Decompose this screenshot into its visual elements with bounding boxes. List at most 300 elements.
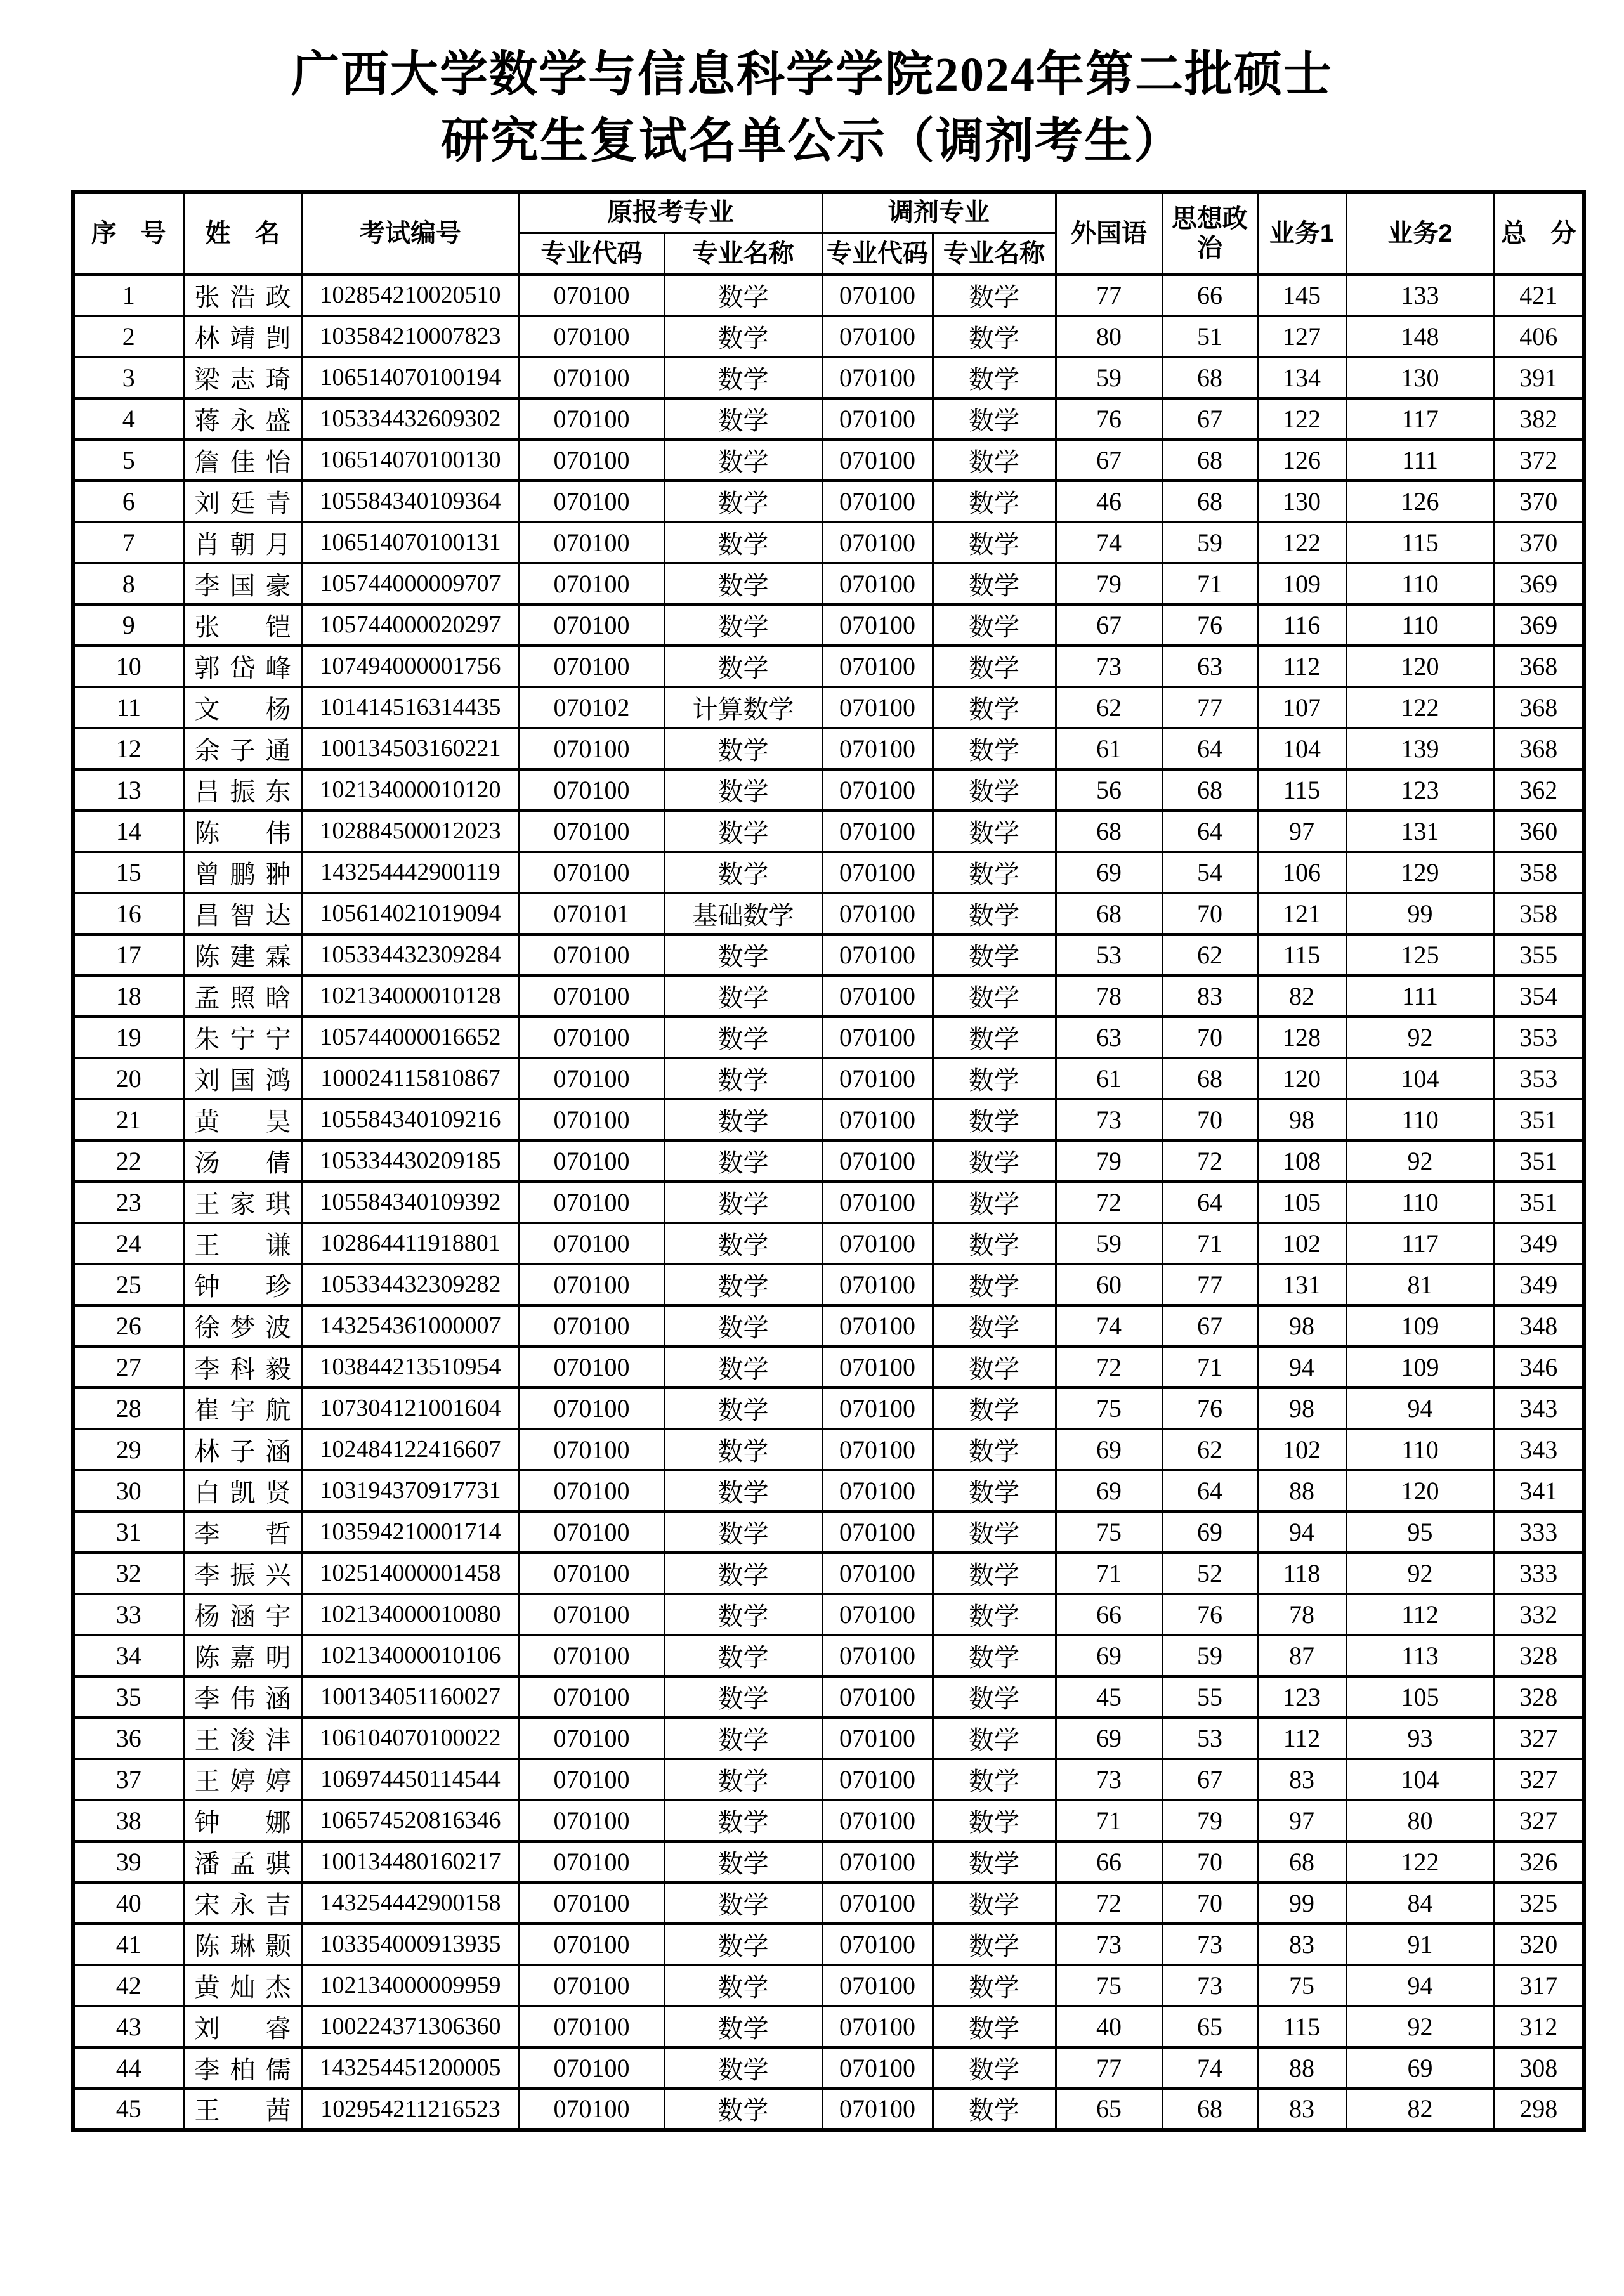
cell-foreign: 65	[1056, 2089, 1162, 2130]
header-exam-no: 考试编号	[302, 192, 519, 275]
cell-biz1: 94	[1257, 1511, 1346, 1553]
cell-foreign: 67	[1056, 440, 1162, 481]
cell-politics: 68	[1162, 769, 1257, 811]
cell-adj_major: 数学	[933, 893, 1056, 934]
cell-orig_code: 070100	[519, 316, 664, 357]
cell-politics: 71	[1162, 563, 1257, 604]
header-adjusted-major-name: 专业名称	[933, 233, 1056, 275]
table-row	[73, 1965, 1584, 2006]
cell-no: 25	[73, 1264, 183, 1305]
cell-no: 3	[73, 357, 183, 398]
cell-total: 351	[1494, 1099, 1584, 1140]
cell-total: 328	[1494, 1635, 1584, 1676]
cell-adj_major: 数学	[933, 1470, 1056, 1511]
cell-biz2: 122	[1346, 687, 1494, 728]
cell-politics: 64	[1162, 1470, 1257, 1511]
cell-biz2: 92	[1346, 2006, 1494, 2047]
cell-exam_no: 143254451200005	[302, 2047, 519, 2089]
cell-total: 349	[1494, 1223, 1584, 1264]
table-row	[73, 1594, 1584, 1635]
cell-foreign: 53	[1056, 934, 1162, 975]
cell-orig_code: 070100	[519, 1470, 664, 1511]
cell-foreign: 72	[1056, 1882, 1162, 1924]
cell-biz1: 109	[1257, 563, 1346, 604]
cell-politics: 67	[1162, 1305, 1257, 1347]
cell-orig_code: 070100	[519, 1140, 664, 1182]
cell-orig_major: 数学	[664, 1676, 822, 1718]
cell-adj_code: 070100	[822, 1882, 933, 1924]
cell-biz1: 83	[1257, 2089, 1346, 2130]
cell-orig_major: 数学	[664, 1759, 822, 1800]
cell-foreign: 77	[1056, 275, 1162, 316]
cell-name: 李柏儒	[183, 2047, 302, 2089]
cell-adj_code: 070100	[822, 1470, 933, 1511]
cell-orig_major: 数学	[664, 1635, 822, 1676]
cell-adj_code: 070100	[822, 1058, 933, 1099]
cell-orig_major: 数学	[664, 1347, 822, 1388]
cell-adj_code: 070100	[822, 1429, 933, 1470]
cell-no: 39	[73, 1841, 183, 1882]
cell-no: 35	[73, 1676, 183, 1718]
cell-orig_major: 数学	[664, 1017, 822, 1058]
cell-biz1: 83	[1257, 1924, 1346, 1965]
cell-adj_code: 070100	[822, 1388, 933, 1429]
cell-politics: 53	[1162, 1718, 1257, 1759]
header-politics: 思想政治	[1162, 192, 1257, 275]
table-row	[73, 1182, 1584, 1223]
cell-total: 333	[1494, 1553, 1584, 1594]
cell-orig_major: 数学	[664, 2047, 822, 2089]
cell-foreign: 71	[1056, 1553, 1162, 1594]
cell-name: 孟照晗	[183, 975, 302, 1017]
cell-orig_major: 数学	[664, 934, 822, 975]
cell-biz1: 94	[1257, 1347, 1346, 1388]
header-original-major-group: 原报考专业	[519, 192, 822, 233]
table-row	[73, 646, 1584, 687]
cell-orig_major: 数学	[664, 728, 822, 769]
cell-biz2: 129	[1346, 852, 1494, 893]
cell-name: 王茜	[183, 2089, 302, 2130]
cell-exam_no: 102884500012023	[302, 811, 519, 852]
cell-name: 陈琳颢	[183, 1924, 302, 1965]
cell-exam_no: 143254361000007	[302, 1305, 519, 1347]
cell-orig_major: 数学	[664, 852, 822, 893]
cell-politics: 51	[1162, 316, 1257, 357]
cell-orig_major: 数学	[664, 1058, 822, 1099]
cell-biz2: 93	[1346, 1718, 1494, 1759]
cell-foreign: 46	[1056, 481, 1162, 522]
cell-adj_code: 070100	[822, 1305, 933, 1347]
cell-total: 370	[1494, 522, 1584, 563]
cell-politics: 68	[1162, 357, 1257, 398]
cell-orig_major: 数学	[664, 275, 822, 316]
cell-total: 332	[1494, 1594, 1584, 1635]
cell-foreign: 79	[1056, 563, 1162, 604]
cell-no: 28	[73, 1388, 183, 1429]
table-row	[73, 1800, 1584, 1841]
header-foreign-language: 外国语	[1056, 192, 1162, 275]
cell-exam_no: 103594210001714	[302, 1511, 519, 1553]
cell-adj_code: 070100	[822, 275, 933, 316]
cell-no: 44	[73, 2047, 183, 2089]
cell-adj_major: 数学	[933, 1511, 1056, 1553]
cell-adj_major: 数学	[933, 1388, 1056, 1429]
cell-adj_code: 070100	[822, 1759, 933, 1800]
cell-exam_no: 102134000010120	[302, 769, 519, 811]
cell-politics: 67	[1162, 1759, 1257, 1800]
cell-exam_no: 106974450114544	[302, 1759, 519, 1800]
cell-exam_no: 100134480160217	[302, 1841, 519, 1882]
cell-orig_major: 数学	[664, 1223, 822, 1264]
table-row	[73, 1759, 1584, 1800]
cell-adj_code: 070100	[822, 357, 933, 398]
cell-total: 369	[1494, 604, 1584, 646]
cell-politics: 67	[1162, 398, 1257, 440]
cell-biz2: 120	[1346, 1470, 1494, 1511]
header-original-major-code: 专业代码	[519, 233, 664, 275]
cell-adj_major: 数学	[933, 728, 1056, 769]
table-row	[73, 522, 1584, 563]
cell-no: 26	[73, 1305, 183, 1347]
cell-biz2: 130	[1346, 357, 1494, 398]
cell-orig_code: 070100	[519, 1718, 664, 1759]
cell-orig_major: 数学	[664, 1099, 822, 1140]
cell-name: 白凯贤	[183, 1470, 302, 1511]
table-row	[73, 316, 1584, 357]
cell-orig_code: 070100	[519, 522, 664, 563]
cell-biz1: 102	[1257, 1223, 1346, 1264]
cell-total: 382	[1494, 398, 1584, 440]
table-row	[73, 1017, 1584, 1058]
cell-adj_major: 数学	[933, 1305, 1056, 1347]
cell-name: 汤倩	[183, 1140, 302, 1182]
cell-adj_major: 数学	[933, 1017, 1056, 1058]
cell-biz1: 115	[1257, 934, 1346, 975]
cell-no: 22	[73, 1140, 183, 1182]
cell-orig_major: 数学	[664, 1305, 822, 1347]
cell-adj_major: 数学	[933, 2006, 1056, 2047]
cell-total: 327	[1494, 1759, 1584, 1800]
cell-name: 詹佳怡	[183, 440, 302, 481]
table-row	[73, 1553, 1584, 1594]
cell-name: 张铠	[183, 604, 302, 646]
cell-adj_major: 数学	[933, 1759, 1056, 1800]
cell-name: 刘睿	[183, 2006, 302, 2047]
cell-total: 358	[1494, 893, 1584, 934]
cell-name: 肖朝月	[183, 522, 302, 563]
cell-exam_no: 102954211216523	[302, 2089, 519, 2130]
cell-politics: 64	[1162, 1182, 1257, 1223]
cell-exam_no: 103584210007823	[302, 316, 519, 357]
cell-no: 6	[73, 481, 183, 522]
cell-total: 351	[1494, 1140, 1584, 1182]
cell-orig_major: 数学	[664, 1965, 822, 2006]
cell-biz1: 116	[1257, 604, 1346, 646]
cell-exam_no: 101414516314435	[302, 687, 519, 728]
cell-biz2: 122	[1346, 1841, 1494, 1882]
cell-orig_major: 数学	[664, 1429, 822, 1470]
cell-politics: 59	[1162, 1635, 1257, 1676]
cell-foreign: 75	[1056, 1388, 1162, 1429]
cell-adj_major: 数学	[933, 1182, 1056, 1223]
cell-biz1: 102	[1257, 1429, 1346, 1470]
cell-foreign: 69	[1056, 1470, 1162, 1511]
cell-foreign: 68	[1056, 893, 1162, 934]
cell-no: 42	[73, 1965, 183, 2006]
cell-biz1: 83	[1257, 1759, 1346, 1800]
cell-biz1: 127	[1257, 316, 1346, 357]
cell-foreign: 73	[1056, 1924, 1162, 1965]
cell-politics: 77	[1162, 687, 1257, 728]
cell-foreign: 69	[1056, 1635, 1162, 1676]
cell-exam_no: 105614021019094	[302, 893, 519, 934]
cell-biz2: 94	[1346, 1965, 1494, 2006]
table-row	[73, 398, 1584, 440]
cell-foreign: 68	[1056, 811, 1162, 852]
cell-exam_no: 105584340109364	[302, 481, 519, 522]
cell-orig_code: 070100	[519, 1058, 664, 1099]
cell-total: 353	[1494, 1058, 1584, 1099]
cell-biz1: 105	[1257, 1182, 1346, 1223]
cell-biz1: 88	[1257, 1470, 1346, 1511]
cell-total: 308	[1494, 2047, 1584, 2089]
cell-adj_code: 070100	[822, 687, 933, 728]
cell-exam_no: 105744000016652	[302, 1017, 519, 1058]
table-row	[73, 893, 1584, 934]
cell-biz2: 91	[1346, 1924, 1494, 1965]
cell-orig_code: 070100	[519, 2047, 664, 2089]
cell-adj_major: 数学	[933, 275, 1056, 316]
cell-biz2: 120	[1346, 646, 1494, 687]
cell-politics: 73	[1162, 1965, 1257, 2006]
cell-name: 徐梦波	[183, 1305, 302, 1347]
cell-orig_code: 070100	[519, 1882, 664, 1924]
table-row	[73, 934, 1584, 975]
cell-biz2: 110	[1346, 563, 1494, 604]
table-row	[73, 1635, 1584, 1676]
cell-orig_code: 070100	[519, 1924, 664, 1965]
cell-orig_code: 070100	[519, 481, 664, 522]
cell-biz1: 122	[1257, 522, 1346, 563]
table-row	[73, 1058, 1584, 1099]
cell-politics: 83	[1162, 975, 1257, 1017]
cell-adj_code: 070100	[822, 1017, 933, 1058]
cell-name: 李哲	[183, 1511, 302, 1553]
cell-name: 王浚沣	[183, 1718, 302, 1759]
cell-orig_major: 数学	[664, 522, 822, 563]
cell-exam_no: 103194370917731	[302, 1470, 519, 1511]
cell-adj_code: 070100	[822, 1264, 933, 1305]
cell-no: 37	[73, 1759, 183, 1800]
cell-exam_no: 106104070100022	[302, 1718, 519, 1759]
cell-biz2: 104	[1346, 1759, 1494, 1800]
cell-biz1: 107	[1257, 687, 1346, 728]
cell-biz2: 109	[1346, 1305, 1494, 1347]
cell-foreign: 80	[1056, 316, 1162, 357]
cell-biz2: 92	[1346, 1553, 1494, 1594]
cell-exam_no: 102484122416607	[302, 1429, 519, 1470]
cell-biz2: 110	[1346, 1182, 1494, 1223]
cell-orig_major: 数学	[664, 1841, 822, 1882]
cell-orig_major: 数学	[664, 357, 822, 398]
cell-orig_code: 070100	[519, 1553, 664, 1594]
cell-adj_code: 070100	[822, 2089, 933, 2130]
cell-name: 李振兴	[183, 1553, 302, 1594]
cell-foreign: 59	[1056, 1223, 1162, 1264]
cell-exam_no: 102134000010080	[302, 1594, 519, 1635]
cell-biz2: 110	[1346, 1429, 1494, 1470]
cell-politics: 76	[1162, 1594, 1257, 1635]
cell-politics: 77	[1162, 1264, 1257, 1305]
cell-orig_code: 070100	[519, 440, 664, 481]
cell-orig_code: 070100	[519, 1388, 664, 1429]
cell-no: 18	[73, 975, 183, 1017]
header-adjusted-major-group: 调剂专业	[822, 192, 1056, 233]
cell-adj_code: 070100	[822, 1511, 933, 1553]
cell-name: 余子通	[183, 728, 302, 769]
cell-orig_code: 070100	[519, 934, 664, 975]
page-title	[0, 0, 1624, 175]
cell-name: 王婷婷	[183, 1759, 302, 1800]
cell-foreign: 71	[1056, 1800, 1162, 1841]
cell-foreign: 66	[1056, 1841, 1162, 1882]
cell-biz1: 134	[1257, 357, 1346, 398]
cell-adj_major: 数学	[933, 2089, 1056, 2130]
cell-orig_code: 070100	[519, 1594, 664, 1635]
cell-no: 31	[73, 1511, 183, 1553]
cell-foreign: 69	[1056, 1718, 1162, 1759]
cell-no: 36	[73, 1718, 183, 1759]
cell-biz2: 123	[1346, 769, 1494, 811]
cell-adj_major: 数学	[933, 1140, 1056, 1182]
page-title-line1: 广西大学数学与信息科学学院2024年第二批硕士	[291, 48, 1333, 101]
cell-orig_major: 数学	[664, 1264, 822, 1305]
cell-total: 354	[1494, 975, 1584, 1017]
cell-exam_no: 100024115810867	[302, 1058, 519, 1099]
cell-exam_no: 102134000010128	[302, 975, 519, 1017]
cell-biz1: 123	[1257, 1676, 1346, 1718]
cell-biz2: 111	[1346, 975, 1494, 1017]
header-adjusted-major-code: 专业代码	[822, 233, 933, 275]
cell-biz1: 115	[1257, 769, 1346, 811]
cell-biz2: 92	[1346, 1017, 1494, 1058]
cell-adj_major: 数学	[933, 1718, 1056, 1759]
cell-total: 368	[1494, 646, 1584, 687]
cell-no: 41	[73, 1924, 183, 1965]
table-row	[73, 1305, 1584, 1347]
cell-foreign: 72	[1056, 1347, 1162, 1388]
cell-total: 372	[1494, 440, 1584, 481]
cell-orig_major: 数学	[664, 1882, 822, 1924]
cell-total: 370	[1494, 481, 1584, 522]
cell-orig_code: 070100	[519, 728, 664, 769]
cell-orig_major: 数学	[664, 1511, 822, 1553]
cell-name: 陈嘉明	[183, 1635, 302, 1676]
cell-orig_major: 数学	[664, 481, 822, 522]
cell-exam_no: 107494000001756	[302, 646, 519, 687]
cell-biz1: 126	[1257, 440, 1346, 481]
cell-adj_code: 070100	[822, 522, 933, 563]
cell-biz1: 128	[1257, 1017, 1346, 1058]
table-row	[73, 2089, 1584, 2130]
cell-orig_code: 070100	[519, 1223, 664, 1264]
cell-total: 341	[1494, 1470, 1584, 1511]
cell-biz1: 121	[1257, 893, 1346, 934]
cell-foreign: 56	[1056, 769, 1162, 811]
cell-politics: 76	[1162, 604, 1257, 646]
cell-name: 朱宁宁	[183, 1017, 302, 1058]
table-row	[73, 440, 1584, 481]
cell-politics: 74	[1162, 2047, 1257, 2089]
cell-name: 陈建霖	[183, 934, 302, 975]
cell-biz2: 139	[1346, 728, 1494, 769]
cell-biz1: 78	[1257, 1594, 1346, 1635]
cell-no: 2	[73, 316, 183, 357]
cell-orig_code: 070100	[519, 811, 664, 852]
cell-adj_code: 070100	[822, 1182, 933, 1223]
cell-orig_major: 数学	[664, 975, 822, 1017]
cell-exam_no: 105334430209185	[302, 1140, 519, 1182]
cell-orig_major: 数学	[664, 1470, 822, 1511]
cell-name: 钟娜	[183, 1800, 302, 1841]
cell-foreign: 74	[1056, 522, 1162, 563]
table-row	[73, 687, 1584, 728]
cell-biz1: 99	[1257, 1882, 1346, 1924]
cell-total: 312	[1494, 2006, 1584, 2047]
cell-adj_code: 070100	[822, 646, 933, 687]
cell-adj_code: 070100	[822, 1635, 933, 1676]
cell-orig_major: 数学	[664, 1594, 822, 1635]
table-row	[73, 1347, 1584, 1388]
cell-total: 358	[1494, 852, 1584, 893]
table-row	[73, 1264, 1584, 1305]
cell-biz2: 84	[1346, 1882, 1494, 1924]
cell-exam_no: 105584340109392	[302, 1182, 519, 1223]
cell-total: 348	[1494, 1305, 1584, 1347]
cell-orig_code: 070100	[519, 1841, 664, 1882]
table-row	[73, 563, 1584, 604]
cell-adj_code: 070100	[822, 728, 933, 769]
cell-orig_major: 数学	[664, 811, 822, 852]
cell-biz2: 133	[1346, 275, 1494, 316]
cell-politics: 68	[1162, 2089, 1257, 2130]
cell-orig_code: 070102	[519, 687, 664, 728]
cell-adj_code: 070100	[822, 975, 933, 1017]
cell-politics: 62	[1162, 934, 1257, 975]
cell-biz1: 115	[1257, 2006, 1346, 2047]
cell-politics: 73	[1162, 1924, 1257, 1965]
cell-total: 421	[1494, 275, 1584, 316]
cell-no: 14	[73, 811, 183, 852]
cell-adj_major: 数学	[933, 604, 1056, 646]
cell-adj_major: 数学	[933, 481, 1056, 522]
cell-name: 李国豪	[183, 563, 302, 604]
cell-orig_major: 数学	[664, 1182, 822, 1223]
cell-orig_major: 数学	[664, 2089, 822, 2130]
cell-biz1: 131	[1257, 1264, 1346, 1305]
cell-adj_major: 数学	[933, 1058, 1056, 1099]
cell-name: 黄昊	[183, 1099, 302, 1140]
cell-name: 郭岱峰	[183, 646, 302, 687]
cell-orig_code: 070100	[519, 1182, 664, 1223]
cell-politics: 59	[1162, 522, 1257, 563]
cell-foreign: 73	[1056, 646, 1162, 687]
cell-exam_no: 102854210020510	[302, 275, 519, 316]
cell-orig_code: 070100	[519, 1429, 664, 1470]
cell-total: 327	[1494, 1800, 1584, 1841]
cell-adj_major: 数学	[933, 1099, 1056, 1140]
cell-orig_major: 数学	[664, 604, 822, 646]
